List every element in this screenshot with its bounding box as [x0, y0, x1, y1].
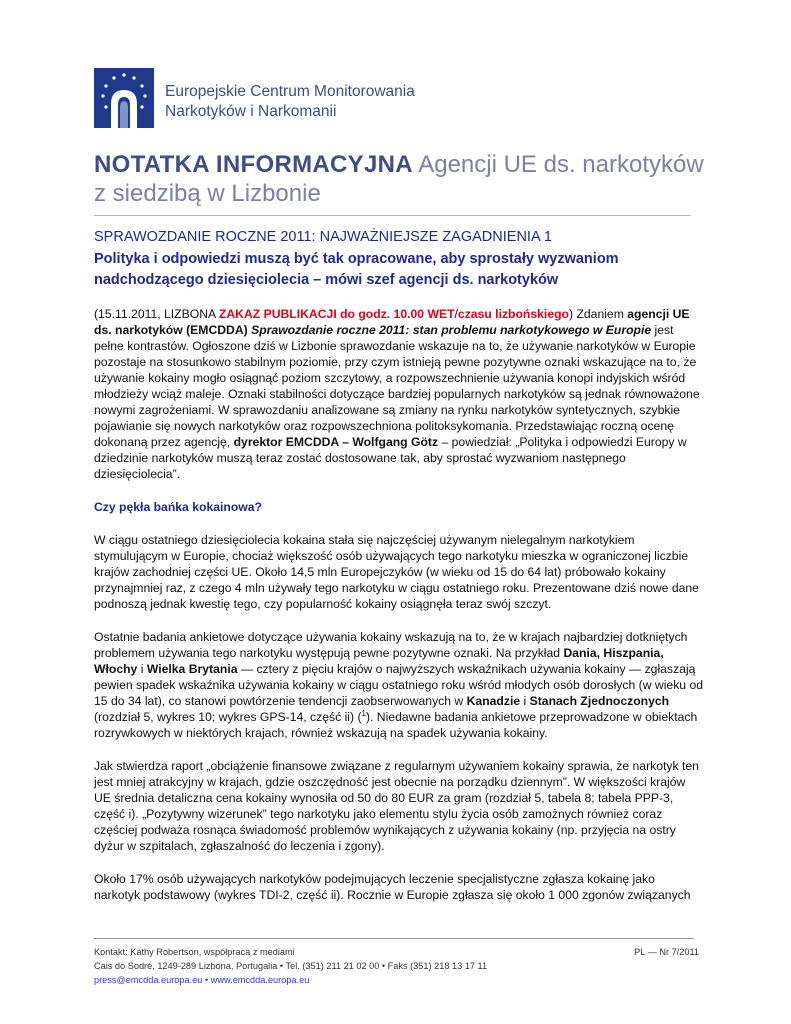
intro-paragraph: [94, 306, 704, 482]
p3-e: — cztery z pięciu krajów o najwyższych wskaźnikach używania kokainy — zgłaszają pewien spadek wskaźnika używania kokainy w ciągu ostatniego roku wśród młodych osób dorosłych (w wieku od 15 do 34 lat), co stanowi powtórzenie tendencji zaobserwowanych w: [94, 662, 704, 708]
banner-bold: NOTATKA INFORMACYJNA: [94, 151, 413, 178]
p3-c: i: [137, 662, 147, 676]
article-body: [94, 306, 704, 920]
p3-usa: Stanach Zjednoczonych: [529, 694, 670, 708]
agency-name: agencji UE ds. narkotyków (EMCDDA): [94, 307, 690, 337]
footnote-ref[interactable]: 1: [361, 708, 366, 718]
press-release-banner: [94, 150, 704, 208]
p3-countries: Dania, Hiszpania, Włochy: [94, 646, 664, 676]
banner-rest: Agencji UE ds. narkotyków: [412, 151, 704, 178]
footer-contact: Kontakt: Kathy Robertson, współpraca z mediami: [94, 947, 295, 957]
headline: Polityka i odpowiedzi muszą być tak opracowane, aby sprostały wyzwaniom nadchodzącego dziesięciolecia – mówi szef agencji ds. narkotyków: [94, 251, 619, 288]
org-line-1: Europejskie Centrum Monitorowania: [165, 83, 415, 100]
p3-j: ). Niedawne badania ankietowe przeprowadzone w obiektach rozrywkowych w niektórych krajach, również wskazują na spadek używania kokainy.: [94, 710, 698, 740]
embargo-b: czasu lizbońskiego: [457, 307, 569, 321]
footer-divider: [94, 938, 694, 939]
paragraph-2: W ciągu ostatniego dziesięciolecia kokaina stała się najczęściej używanym nielegalnym narkotykiem stymulującym w Europie, chociaż większość osób używających tego narkotyku mieszka w ograniczonej liczbie krajów zachodniej części UE. Około 14,5 mln Europejczyków (w wieku od 15 do 64 lat) próbowało kokainy przynajmniej raz, z czego 4 mln używały tego narkotyku w ciągu ostatniego roku. Prezentowane dziś nowe dane podnoszą jednak kwestię tego, czy popularność kokainy osiągnęła teraz swój szczyt.: [94, 533, 699, 611]
header-divider: [94, 215, 691, 216]
embargo-slash: /: [454, 307, 458, 321]
p3-i: (rozdział 5, wykres 10; wykres GPS-14, część ii) (: [94, 710, 362, 724]
footer-separator: •: [202, 975, 211, 985]
embargo-a: ZAKAZ PUBLIKACJI do godz. 10.00 WET: [218, 307, 455, 321]
footer-web-link[interactable]: www.emcdda.europa.eu: [210, 975, 310, 985]
director-name: dyrektor EMCDDA – Wolfgang Götz: [233, 435, 439, 449]
intro-date: (15.11.2011, LIZBONA: [94, 307, 219, 321]
org-line-2: Narkotyków i Narkomanii: [165, 103, 337, 120]
paragraph-5: Około 17% osób używających narkotyków podejmujących leczenie specjalistyczne zgłasza kokainę jako narkotyk podstawowy (wykres TDI-2, część ii). Rocznie w Europie zgłasza się około 1 000 zgonów związanych: [94, 872, 691, 902]
intro-rest: jest pełne kontrastów. Ogłoszone dziś w Lizbonie sprawozdanie wskazuje na to, że używanie narkotyków w Europie pozostaje na stosunkowo stabilnym poziomie, przy czym istnieją pewne pozytywne oznaki wskazujące na to, że używanie kokainy mogło osiągnąć poziom szczytowy, a rozpowszechnienie używania konopi indyjskich wśród młodzieży wciąż maleje. Oznaki stabilności dotyczące bardziej popularnych narkotyków są jednak równoważone nowymi zagrożeniami. W sprawozdaniu analizowane są zmiany na rynku narkotyków syntetycznych, szybkie pojawianie się nowych narkotyków oraz rozpowszechniona politoksykomania. Przedstawiając roczną ocenę dokonaną przez agencję,: [94, 323, 700, 449]
p3-a: Ostatnie badania ankietowe dotyczące używania kokainy wskazują na to, że w krajach najbardziej dotkniętych problemem używania tego narkotyku występują pewne pozytywne oznaki. Na przykład: [94, 630, 688, 660]
p3-uk: Wielka Brytania: [146, 662, 238, 676]
p3-canada: Kanadzie: [466, 694, 521, 708]
paragraph-3: [94, 629, 704, 741]
footer-page-ref: PL — Nr 7/2011: [634, 947, 699, 957]
paragraph-4: Jak stwierdza raport „obciążenie finansowe związane z regularnym używaniem kokainy sprawia, że narkotyk ten jest mniej atrakcyjny w krajach, gdzie oszczędność jest obecnie na porządku dziennym”. W większości krajów UE średnia detaliczna cena kokainy wynosiła od 50 do 80 EUR za gram (rozdział 5, tabela 8; tabela PPP-3, część i). „Pozytywny wizerunek” tego narkotyku jako elementu stylu życia osób zamożnych również coraz częściej podważa rosnąca świadomość problemów wynikających z używania kokainy (np. przyjęcia na ostry dyżur w szpitalach, zgłaszalność do leczenia i zgony).: [94, 759, 699, 853]
emcdda-logo: [94, 68, 154, 128]
footer-email-link[interactable]: press@emcdda.europa.eu: [94, 975, 203, 985]
organization-name: [165, 82, 415, 122]
report-subtitle: SPRAWOZDANIE ROCZNE 2011: NAJWAŻNIEJSZE ZAGADNIENIA 1: [94, 229, 552, 245]
intro-after: ) Zdaniem: [569, 307, 628, 321]
intro-end: – powiedział: „Polityka i odpowiedzi Europy w dziedzinie narkotyków muszą teraz zostać dostosowane tak, aby sprostać wyzwaniom następnego dziesięciolecia”.: [94, 435, 687, 481]
section-heading: Czy pękła bańka kokainowa?: [94, 500, 262, 514]
report-title: Sprawozdanie roczne 2011: stan problemu narkotykowego w Europie: [251, 323, 652, 337]
banner-line-2: z siedzibą w Lizbonie: [94, 180, 321, 207]
footer: [94, 945, 699, 987]
footer-address: Cais do Sodré, 1249-289 Lizbona, Portugalia • Tel. (351) 211 21 02 00 • Faks (351) 218 13 17 11: [94, 961, 488, 971]
p3-g: i: [520, 694, 530, 708]
